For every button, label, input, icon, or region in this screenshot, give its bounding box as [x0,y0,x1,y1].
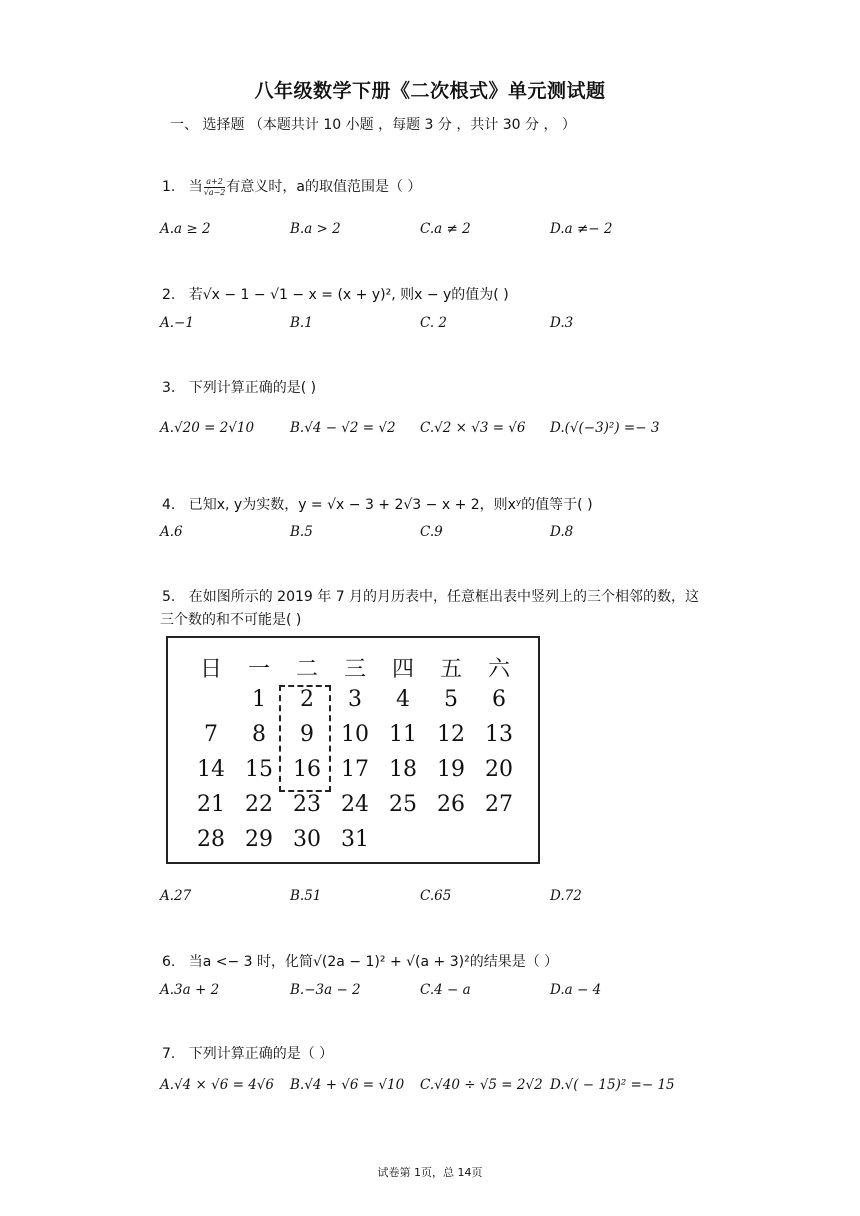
calendar-day: 3 [348,687,362,712]
option-c: C. 2 [420,315,448,331]
question-6 [162,951,558,971]
option-b: B.a > 2 [290,221,341,237]
option-b: B.−3a − 2 [290,982,361,998]
calendar-weekday-header: 三 [343,657,366,682]
calendar-day: 7 [204,722,218,747]
option-a: A.3a + 2 [160,982,220,998]
calendar-day: 16 [293,757,321,782]
fraction: $\frac{a+2}{√a-2}$ [203,176,226,197]
calendar-day: 25 [389,792,417,817]
option-b: B.51 [290,888,322,904]
page-footer: 试卷第 1页，总 14页 [377,1166,483,1179]
option-b: B.√4 + √6 = √10 [290,1077,405,1093]
question-number: 4. [162,497,176,513]
dashed-selection-box [279,685,331,792]
question-text: 若√x − 1 − √1 − x = (x + y)², 则x − y的值为( ) [188,287,509,303]
option-a: A.6 [160,524,183,540]
option-a: A.a ≥ 2 [160,221,211,237]
calendar-day: 21 [197,792,225,817]
question-text: 下列计算正确的是（ ） [188,1046,334,1062]
question-4 [162,494,593,514]
calendar-day: 12 [437,722,465,747]
calendar-day: 22 [245,792,273,817]
question-text-line2: 三个数的和不可能是( ) [160,612,302,628]
calendar-day: 29 [245,827,273,852]
question-number: 2. [162,287,176,303]
question-text: 当a <− 3 时，化简√(2a − 1)² + √(a + 3)²的结果是（ ） [188,954,559,970]
calendar-day: 8 [252,722,266,747]
calendar-weekday-header: 四 [391,657,414,682]
calendar-weekday-header: 二 [295,657,318,682]
calendar-day: 28 [197,827,225,852]
calendar-weekday-header: 六 [487,657,510,682]
option-d: D.√( − 15)² =− 15 [550,1077,675,1093]
question-text: 有意义时，a的取值范围是（ ） [226,179,422,195]
section-heading: 一、 选择题 （本题共计 10 小题 ，每题 3 分 ，共计 30 分 ， ） [170,117,576,133]
question-5 [162,586,699,606]
option-d: D.a − 4 [550,982,602,998]
question-number: 5. [162,589,176,605]
question-2 [162,284,509,304]
calendar-day: 5 [444,687,458,712]
calendar-day: 4 [396,687,410,712]
calendar-day: 11 [389,722,417,747]
option-c: C.9 [420,524,443,540]
question-number: 3. [162,380,176,396]
question-3 [162,377,316,397]
option-b: B.5 [290,524,313,540]
question-7 [162,1043,333,1063]
option-d: D.72 [550,888,582,904]
option-c: C.65 [420,888,452,904]
calendar-weekday-header: 日 [199,657,222,682]
option-c: C.a ≠ 2 [420,221,471,237]
calendar-day: 1 [252,687,266,712]
calendar-day: 24 [341,792,369,817]
calendar-day: 26 [437,792,465,817]
option-b: B.1 [290,315,313,331]
option-a: A.√20 = 2√10 [160,420,255,436]
calendar-day: 17 [341,757,369,782]
option-b: B.√4 − √2 = √2 [290,420,396,436]
option-d: D.(√(−3)²) =− 3 [550,420,660,436]
calendar-day: 18 [389,757,417,782]
option-d: D.a ≠− 2 [550,221,613,237]
calendar-day: 19 [437,757,465,782]
page-title: 八年级数学下册《二次根式》单元测试题 [254,80,606,102]
calendar-day: 14 [197,757,225,782]
question-prefix: 当 [188,179,203,195]
question-text: 下列计算正确的是( ) [188,380,317,396]
option-a: A.27 [160,888,192,904]
calendar-figure [166,636,540,864]
calendar-day: 31 [341,827,369,852]
question-number: 6. [162,954,176,970]
calendar-day: 20 [485,757,513,782]
question-number: 7. [162,1046,176,1062]
calendar-day: 6 [492,687,506,712]
calendar-day: 27 [485,792,513,817]
option-c: C.√2 × √3 = √6 [420,420,526,436]
option-c: C.√40 ÷ √5 = 2√2 [420,1077,543,1093]
calendar-day: 15 [245,757,273,782]
question-1 [162,176,421,198]
calendar-day: 23 [293,792,321,817]
question-text-line1: 在如图所示的 2019 年 7 月的月历表中，任意框出表中竖列上的三个相邻的数，这 [188,589,700,605]
calendar-day: 30 [293,827,321,852]
option-c: C.4 − a [420,982,471,998]
calendar-weekday-header: 五 [439,657,462,682]
option-a: A.√4 × √6 = 4√6 [160,1077,274,1093]
option-d: D.3 [550,315,574,331]
calendar-day: 13 [485,722,513,747]
calendar-day: 10 [341,722,369,747]
calendar-weekday-header: 一 [247,657,270,682]
option-a: A.−1 [160,315,194,331]
calendar-day: 2 [300,687,314,712]
calendar-day: 9 [300,722,314,747]
question-text: 已知x, y为实数，y = √x − 3 + 2√3 − x + 2，则xʸ的值等于( ) [188,497,593,513]
question-number: 1. [162,179,176,195]
option-d: D.8 [550,524,574,540]
